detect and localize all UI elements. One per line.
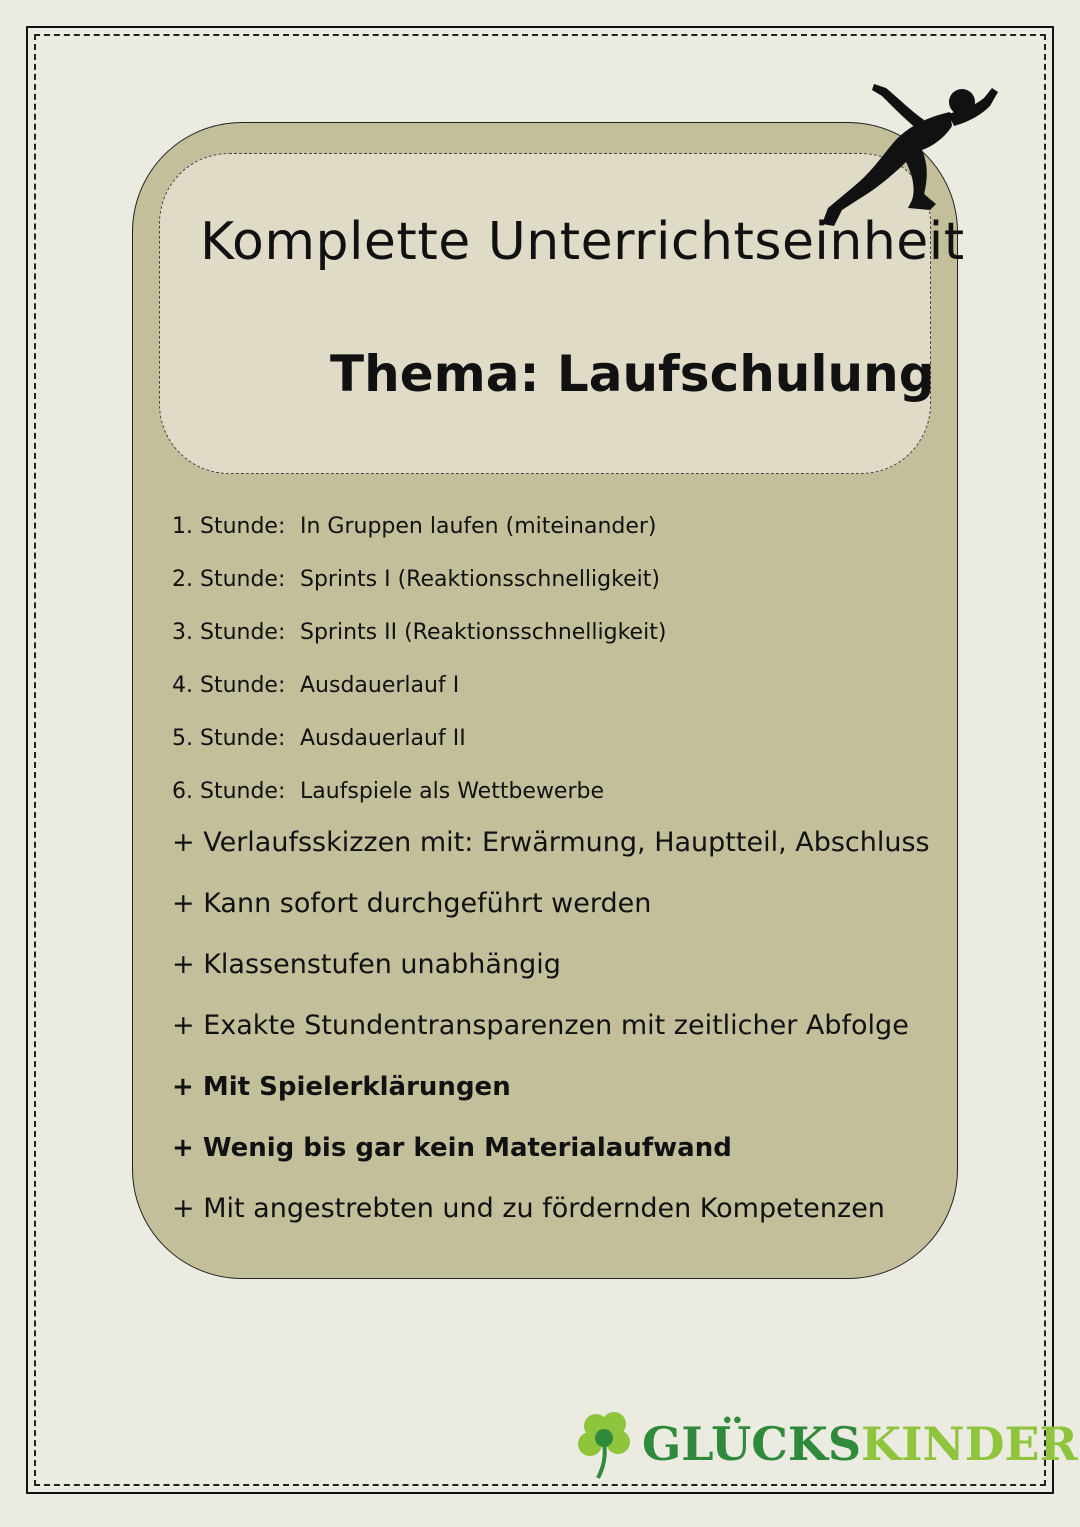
feature-item: + Mit Spielerklärungen <box>172 1071 511 1102</box>
lesson-item <box>172 500 666 553</box>
lesson-number: 4. Stunde: <box>172 673 286 698</box>
lesson-list <box>172 500 666 818</box>
lesson-number: 2. Stunde: <box>172 567 286 592</box>
feature-item: + Exakte Stundentransparenzen mit zeitlicher Abfolge <box>172 1010 909 1041</box>
feature-item: + Mit angestrebten und zu fördernden Kompetenzen <box>172 1193 885 1224</box>
feature-list <box>172 812 930 1239</box>
lesson-number: 6. Stunde: <box>172 779 286 804</box>
feature-item: + Verlaufsskizzen mit: Erwärmung, Hauptteil, Abschluss <box>172 827 930 858</box>
lesson-topic: Laufspiele als Wettbewerbe <box>300 779 605 804</box>
lesson-number: 5. Stunde: <box>172 726 286 751</box>
lesson-topic: Ausdauerlauf I <box>300 673 460 698</box>
brand-name <box>642 1417 1078 1471</box>
lesson-number: 1. Stunde: <box>172 514 286 539</box>
feature-item: + Klassenstufen unabhängig <box>172 949 561 980</box>
lesson-item <box>172 606 666 659</box>
runner-icon <box>812 76 1002 236</box>
lesson-topic: Sprints II (Reaktionsschnelligkeit) <box>300 620 667 645</box>
clover-icon <box>576 1408 636 1480</box>
brand-name-part1: GLÜCKS <box>642 1417 862 1471</box>
feature-item: + Kann sofort durchgeführt werden <box>172 888 652 919</box>
lesson-item <box>172 712 666 765</box>
lesson-topic: Sprints I (Reaktionsschnelligkeit) <box>300 567 660 592</box>
lesson-item <box>172 659 666 712</box>
page-title: Komplette Unterrichtseinheit <box>200 212 965 272</box>
feature-item: + Wenig bis gar kein Materialaufwand <box>172 1132 732 1163</box>
lesson-item <box>172 765 666 818</box>
page-subtitle: Thema: Laufschulung <box>330 345 935 403</box>
lesson-topic: Ausdauerlauf II <box>300 726 466 751</box>
lesson-number: 3. Stunde: <box>172 620 286 645</box>
lesson-item <box>172 553 666 606</box>
lesson-topic: In Gruppen laufen (miteinander) <box>300 514 657 539</box>
brand-name-part2: KINDER <box>861 1417 1078 1471</box>
brand-logo <box>576 1404 1078 1484</box>
